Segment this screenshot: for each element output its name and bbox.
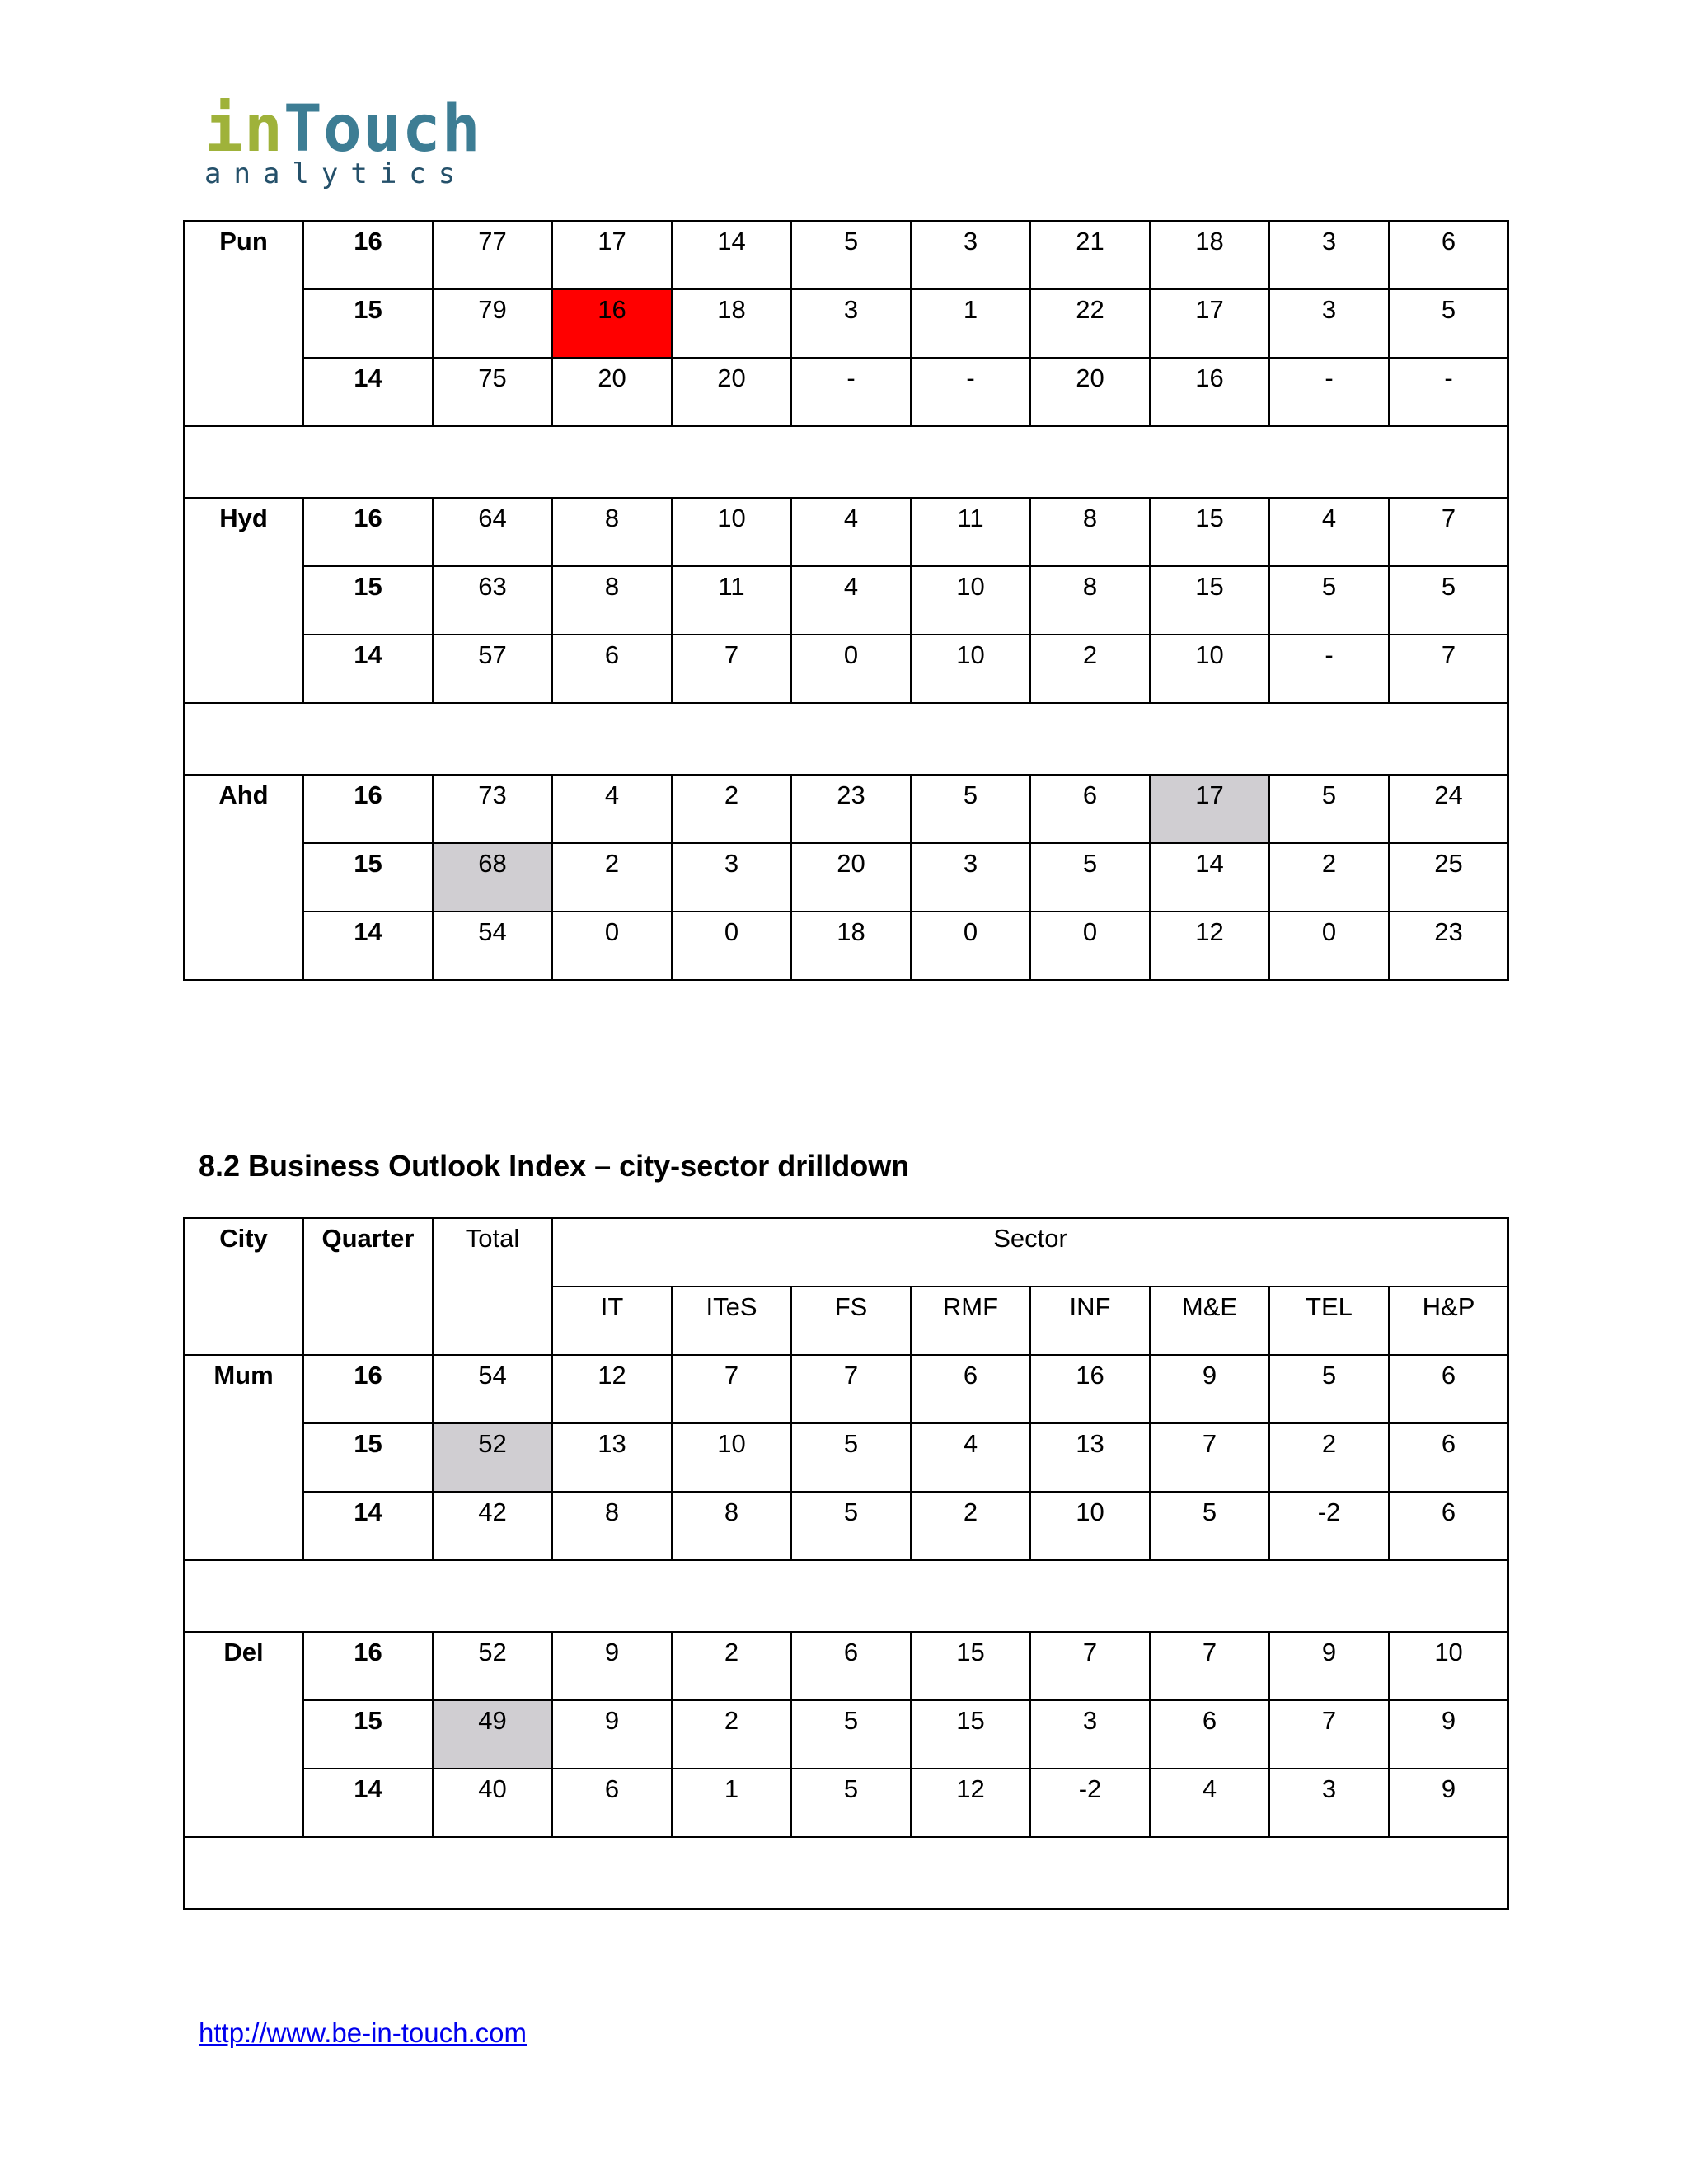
sector-value-cell: 6 [1389, 1355, 1508, 1423]
sector-value-cell: 5 [1389, 566, 1508, 635]
sector-value-cell: 2 [672, 1700, 791, 1769]
sector-value-cell: 16 [552, 289, 672, 358]
quarter-cell: 16 [303, 498, 433, 566]
spacer-row [184, 703, 1508, 775]
sector-value-cell: 4 [552, 775, 672, 843]
sector-value-cell: 20 [672, 358, 791, 426]
table-row [184, 1769, 1508, 1837]
table-row [184, 221, 1508, 289]
header-sector-fs: FS [791, 1286, 911, 1355]
total-cell: 64 [433, 498, 552, 566]
sector-value-cell: 9 [1150, 1355, 1269, 1423]
total-cell: 77 [433, 221, 552, 289]
sector-value-cell: 16 [1030, 1355, 1150, 1423]
sector-value-cell: 20 [1030, 358, 1150, 426]
sector-value-cell: 6 [1150, 1700, 1269, 1769]
sector-value-cell: 13 [552, 1423, 672, 1492]
city-cell: Hyd [184, 498, 303, 703]
spacer-row [184, 426, 1508, 498]
sector-value-cell: 24 [1389, 775, 1508, 843]
sector-value-cell: 3 [911, 221, 1030, 289]
sector-value-cell: - [791, 358, 911, 426]
sector-value-cell: 17 [1150, 289, 1269, 358]
sector-value-cell: - [1269, 358, 1389, 426]
sector-value-cell: 6 [1389, 221, 1508, 289]
sector-value-cell: 6 [1030, 775, 1150, 843]
sector-value-cell: 12 [1150, 912, 1269, 980]
quarter-cell: 15 [303, 843, 433, 912]
logo-tagline: analytics [204, 157, 468, 190]
spacer-cell [184, 426, 1508, 498]
quarter-cell: 16 [303, 221, 433, 289]
sector-value-cell: 2 [911, 1492, 1030, 1560]
city-cell: Mum [184, 1355, 303, 1560]
sector-value-cell: 9 [552, 1700, 672, 1769]
total-cell: 54 [433, 912, 552, 980]
total-cell: 52 [433, 1632, 552, 1700]
sector-value-cell: 7 [1389, 498, 1508, 566]
total-cell: 54 [433, 1355, 552, 1423]
sector-value-cell: 7 [672, 1355, 791, 1423]
sector-value-cell: -2 [1269, 1492, 1389, 1560]
quarter-cell: 14 [303, 912, 433, 980]
sector-value-cell: 9 [1269, 1632, 1389, 1700]
sector-value-cell: 10 [911, 566, 1030, 635]
table-row [184, 843, 1508, 912]
sector-value-cell: 15 [911, 1632, 1030, 1700]
sector-value-cell: 4 [791, 566, 911, 635]
sector-value-cell: 3 [672, 843, 791, 912]
total-cell: 79 [433, 289, 552, 358]
header-sector: Sector [552, 1218, 1508, 1286]
sector-value-cell: 5 [791, 1700, 911, 1769]
sector-value-cell: 4 [1150, 1769, 1269, 1837]
sector-value-cell: 12 [911, 1769, 1030, 1837]
table-row [184, 912, 1508, 980]
sector-value-cell: 6 [791, 1632, 911, 1700]
sector-value-cell: 21 [1030, 221, 1150, 289]
sector-value-cell: 6 [911, 1355, 1030, 1423]
table-row [184, 1632, 1508, 1700]
sector-value-cell: 10 [1150, 635, 1269, 703]
sector-value-cell: 4 [1269, 498, 1389, 566]
sector-value-cell: 4 [791, 498, 911, 566]
sector-value-cell: 8 [672, 1492, 791, 1560]
table-row [184, 1700, 1508, 1769]
sector-value-cell: 5 [1269, 775, 1389, 843]
sector-value-cell: 8 [552, 498, 672, 566]
sector-value-cell: 17 [552, 221, 672, 289]
sector-value-cell: 2 [672, 1632, 791, 1700]
logo-text-in: in [204, 92, 284, 166]
sector-value-cell: 14 [672, 221, 791, 289]
sector-value-cell: 0 [672, 912, 791, 980]
header-sector-me: M&E [1150, 1286, 1269, 1355]
sector-value-cell: 5 [791, 221, 911, 289]
sector-value-cell: 12 [552, 1355, 672, 1423]
sector-value-cell: 10 [911, 635, 1030, 703]
sector-value-cell: 2 [1030, 635, 1150, 703]
sector-value-cell: 13 [1030, 1423, 1150, 1492]
sector-value-cell: 2 [552, 843, 672, 912]
sector-value-cell: 25 [1389, 843, 1508, 912]
sector-value-cell: 10 [1389, 1632, 1508, 1700]
sector-value-cell: 8 [552, 566, 672, 635]
sector-value-cell: 16 [1150, 358, 1269, 426]
quarter-cell: 14 [303, 1492, 433, 1560]
business-outlook-drilldown-table [183, 1217, 1509, 1910]
spacer-cell [184, 703, 1508, 775]
quarter-cell: 14 [303, 358, 433, 426]
quarter-cell: 14 [303, 1769, 433, 1837]
sector-value-cell: 5 [791, 1423, 911, 1492]
quarter-cell: 16 [303, 1355, 433, 1423]
sector-value-cell: 8 [1030, 498, 1150, 566]
total-cell: 75 [433, 358, 552, 426]
quarter-cell: 15 [303, 1700, 433, 1769]
sector-value-cell: 6 [1389, 1492, 1508, 1560]
logo-text-touch: Touch [283, 92, 481, 166]
total-cell: 63 [433, 566, 552, 635]
quarter-cell: 16 [303, 1632, 433, 1700]
spacer-row [184, 1837, 1508, 1909]
sector-value-cell: 18 [791, 912, 911, 980]
city-sector-table-continued [183, 220, 1509, 981]
header-sector-ites: ITeS [672, 1286, 791, 1355]
header-quarter: Quarter [303, 1218, 433, 1355]
sector-value-cell: 0 [791, 635, 911, 703]
spacer-cell [184, 1837, 1508, 1909]
header-sector-it: IT [552, 1286, 672, 1355]
quarter-cell: 14 [303, 635, 433, 703]
table-row [184, 1492, 1508, 1560]
header-sector-rmf: RMF [911, 1286, 1030, 1355]
sector-value-cell: 9 [552, 1632, 672, 1700]
sector-value-cell: 5 [1030, 843, 1150, 912]
sector-value-cell: 23 [1389, 912, 1508, 980]
sector-value-cell: 7 [1389, 635, 1508, 703]
sector-value-cell: 10 [672, 1423, 791, 1492]
sector-value-cell: 5 [791, 1492, 911, 1560]
sector-value-cell: 0 [552, 912, 672, 980]
sector-value-cell: 5 [1150, 1492, 1269, 1560]
sector-value-cell: 14 [1150, 843, 1269, 912]
table-row [184, 358, 1508, 426]
sector-value-cell: 10 [1030, 1492, 1150, 1560]
table-row [184, 1355, 1508, 1423]
table-row [184, 498, 1508, 566]
sector-value-cell: 22 [1030, 289, 1150, 358]
section-title: 8.2 Business Outlook Index – city-sector drilldown [199, 1149, 910, 1183]
header-sector-hp: H&P [1389, 1286, 1508, 1355]
header-total: Total [433, 1218, 552, 1355]
sector-value-cell: 1 [672, 1769, 791, 1837]
sector-value-cell: 9 [1389, 1769, 1508, 1837]
total-cell: 42 [433, 1492, 552, 1560]
sector-value-cell: 2 [1269, 843, 1389, 912]
total-cell: 57 [433, 635, 552, 703]
sector-value-cell: 3 [1030, 1700, 1150, 1769]
sector-value-cell: 8 [1030, 566, 1150, 635]
spacer-cell [184, 1560, 1508, 1632]
sector-value-cell: 2 [672, 775, 791, 843]
sector-value-cell: 7 [1269, 1700, 1389, 1769]
sector-value-cell: 6 [1389, 1423, 1508, 1492]
sector-value-cell: - [911, 358, 1030, 426]
sector-value-cell: 8 [552, 1492, 672, 1560]
total-cell: 68 [433, 843, 552, 912]
sector-value-cell: 6 [552, 1769, 672, 1837]
sector-value-cell: 20 [552, 358, 672, 426]
sector-value-cell: 3 [791, 289, 911, 358]
sector-value-cell: 7 [1030, 1632, 1150, 1700]
total-cell: 40 [433, 1769, 552, 1837]
sector-value-cell: 4 [911, 1423, 1030, 1492]
total-cell: 73 [433, 775, 552, 843]
sector-value-cell: 2 [1269, 1423, 1389, 1492]
sector-value-cell: 3 [911, 843, 1030, 912]
sector-value-cell: 15 [1150, 498, 1269, 566]
logo-wordmark [204, 92, 481, 166]
quarter-cell: 16 [303, 775, 433, 843]
spacer-row [184, 1560, 1508, 1632]
sector-value-cell: 5 [1269, 566, 1389, 635]
sector-value-cell: 23 [791, 775, 911, 843]
sector-value-cell: 15 [1150, 566, 1269, 635]
sector-value-cell: 15 [911, 1700, 1030, 1769]
sector-value-cell: 11 [672, 566, 791, 635]
quarter-cell: 15 [303, 1423, 433, 1492]
sector-value-cell: 7 [1150, 1423, 1269, 1492]
intouch-logo [204, 92, 481, 190]
sector-value-cell: 9 [1389, 1700, 1508, 1769]
table-row [184, 566, 1508, 635]
sector-value-cell: 20 [791, 843, 911, 912]
sector-value-cell: 18 [1150, 221, 1269, 289]
website-link[interactable]: http://www.be-in-touch.com [199, 2018, 527, 2048]
sector-value-cell: 1 [911, 289, 1030, 358]
sector-value-cell: -2 [1030, 1769, 1150, 1837]
total-cell: 52 [433, 1423, 552, 1492]
city-cell: Del [184, 1632, 303, 1837]
sector-value-cell: 7 [672, 635, 791, 703]
sector-value-cell: 10 [672, 498, 791, 566]
sector-value-cell: 5 [1389, 289, 1508, 358]
sector-value-cell: 0 [1269, 912, 1389, 980]
header-sector-inf: INF [1030, 1286, 1150, 1355]
sector-value-cell: 7 [791, 1355, 911, 1423]
city-cell: Pun [184, 221, 303, 426]
table-row [184, 635, 1508, 703]
table-row [184, 775, 1508, 843]
sector-value-cell: 0 [911, 912, 1030, 980]
quarter-cell: 15 [303, 289, 433, 358]
sector-value-cell: 18 [672, 289, 791, 358]
sector-value-cell: 3 [1269, 289, 1389, 358]
sector-value-cell: - [1389, 358, 1508, 426]
quarter-cell: 15 [303, 566, 433, 635]
table-row [184, 1423, 1508, 1492]
sector-value-cell: 0 [1030, 912, 1150, 980]
sector-value-cell: 11 [911, 498, 1030, 566]
sector-value-cell: 5 [791, 1769, 911, 1837]
sector-value-cell: 6 [552, 635, 672, 703]
sector-value-cell: 7 [1150, 1632, 1269, 1700]
sector-value-cell: 5 [911, 775, 1030, 843]
header-row [184, 1218, 1508, 1286]
total-cell: 49 [433, 1700, 552, 1769]
header-sector-tel: TEL [1269, 1286, 1389, 1355]
table-row [184, 289, 1508, 358]
sector-value-cell: 3 [1269, 221, 1389, 289]
sector-value-cell: 5 [1269, 1355, 1389, 1423]
header-city: City [184, 1218, 303, 1355]
sector-value-cell: - [1269, 635, 1389, 703]
sector-value-cell: 17 [1150, 775, 1269, 843]
city-cell: Ahd [184, 775, 303, 980]
sector-value-cell: 3 [1269, 1769, 1389, 1837]
